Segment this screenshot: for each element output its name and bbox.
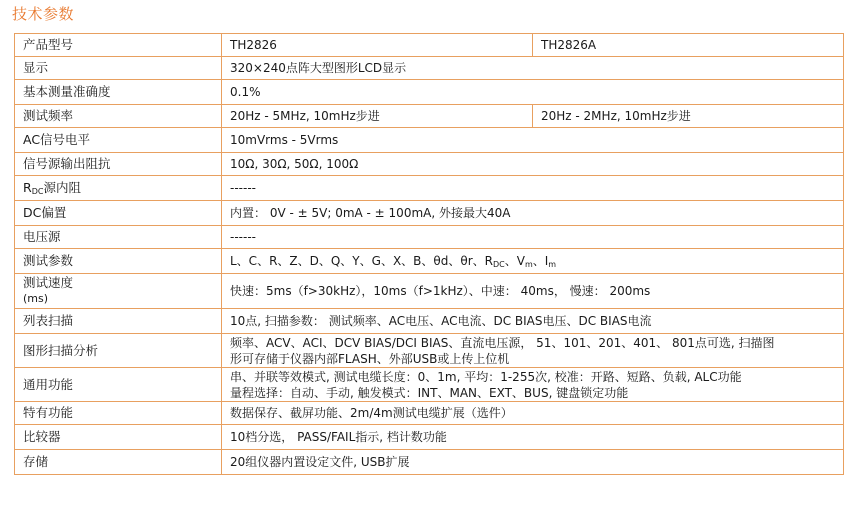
row-label: 列表扫描 [15, 309, 222, 334]
table-row [15, 80, 844, 105]
row-label: 电压源 [15, 226, 222, 249]
row-value: 数据保存、截屏功能、2m/4m测试电缆扩展（选件） [222, 402, 844, 425]
table-row [15, 176, 844, 201]
rdc-label-sub: DC [31, 187, 44, 196]
params-sep2: 、I [532, 254, 549, 268]
table-row [15, 368, 844, 402]
row-label: 图形扫描分析 [15, 334, 222, 368]
table-row [15, 334, 844, 368]
row-label: 测试频率 [15, 105, 222, 128]
row-label [15, 176, 222, 201]
freq-a-cell: 20Hz - 5MHz, 10mHz步进 [222, 105, 533, 128]
params-sub-m1: m [524, 260, 533, 269]
row-value: 320×240点阵大型图形LCD显示 [222, 57, 844, 80]
table-row [15, 274, 844, 309]
rdc-label-rest: 源内阻 [43, 180, 81, 195]
row-label: 信号源输出阻抗 [15, 153, 222, 176]
speed-label-line2: (ms) [23, 292, 49, 305]
row-value: 10档分选， PASS/FAIL指示, 档计数功能 [222, 425, 844, 450]
row-label: AC信号电平 [15, 128, 222, 153]
row-value: ------ [222, 176, 844, 201]
speed-label-line1: 测试速度 [23, 275, 74, 290]
general-line2: 量程选择：自动、手动, 触发模式：INT、MAN、EXT、BUS, 键盘锁定功能 [230, 385, 629, 400]
spec-table [14, 33, 844, 475]
rdc-label-main: R [23, 180, 32, 195]
table-row [15, 105, 844, 128]
row-value: 10Ω, 30Ω, 50Ω, 100Ω [222, 153, 844, 176]
general-line1: 串、并联等效模式, 测试电缆长度：0、1m, 平均：1-255次, 校准：开路、短路、负载, ALC功能 [230, 369, 742, 384]
row-label: 特有功能 [15, 402, 222, 425]
params-sub-m2: m [548, 260, 557, 269]
row-label: 产品型号 [15, 34, 222, 57]
table-row [15, 450, 844, 475]
table-row [15, 402, 844, 425]
params-sep1: 、V [504, 254, 525, 268]
params-main: L、C、R、Z、D、Q、Y、G、X、B、θd、θr、R [230, 254, 493, 268]
table-row [15, 57, 844, 80]
row-value [222, 334, 844, 368]
row-value: 10点, 扫描参数： 测试频率、AC电压、AC电流、DC BIAS电压、DC BIAS电流 [222, 309, 844, 334]
model-a-cell: TH2826 [222, 34, 533, 57]
row-value [222, 368, 844, 402]
table-row [15, 226, 844, 249]
row-label: 基本测量准确度 [15, 80, 222, 105]
row-label: 存储 [15, 450, 222, 475]
params-sub-dc: DC [492, 260, 505, 269]
row-label: 比较器 [15, 425, 222, 450]
graph-scan-line1: 频率、ACV、ACI、DCV BIAS/DCI BIAS、直流电压源， 51、101、201、401、 801点可选, 扫描图 [230, 335, 775, 350]
row-label: 测试参数 [15, 249, 222, 274]
table-row [15, 128, 844, 153]
model-b-cell: TH2826A [533, 34, 844, 57]
section-title: 技术参数 [12, 5, 75, 23]
row-label: 显示 [15, 57, 222, 80]
row-value: ------ [222, 226, 844, 249]
table-row [15, 309, 844, 334]
row-value: 0.1% [222, 80, 844, 105]
table-row [15, 34, 844, 57]
table-row [15, 153, 844, 176]
table-row [15, 425, 844, 450]
row-value [222, 249, 844, 274]
row-label [15, 274, 222, 309]
table-row [15, 201, 844, 226]
row-value: 20组仪器内置设定文件, USB扩展 [222, 450, 844, 475]
graph-scan-line2: 形可存储于仪器内部FLASH、外部USB或上传上位机 [230, 351, 510, 366]
row-value: 10mVrms - 5Vrms [222, 128, 844, 153]
row-value: 内置： 0V - ± 5V; 0mA - ± 100mA, 外接最大40A [222, 201, 844, 226]
row-label: DC偏置 [15, 201, 222, 226]
row-value: 快速：5ms（f>30kHz），10ms（f>1kHz）、中速： 40ms， 慢速： 200ms [222, 274, 844, 309]
row-label: 通用功能 [15, 368, 222, 402]
freq-b-cell: 20Hz - 2MHz, 10mHz步进 [533, 105, 844, 128]
table-row [15, 249, 844, 274]
